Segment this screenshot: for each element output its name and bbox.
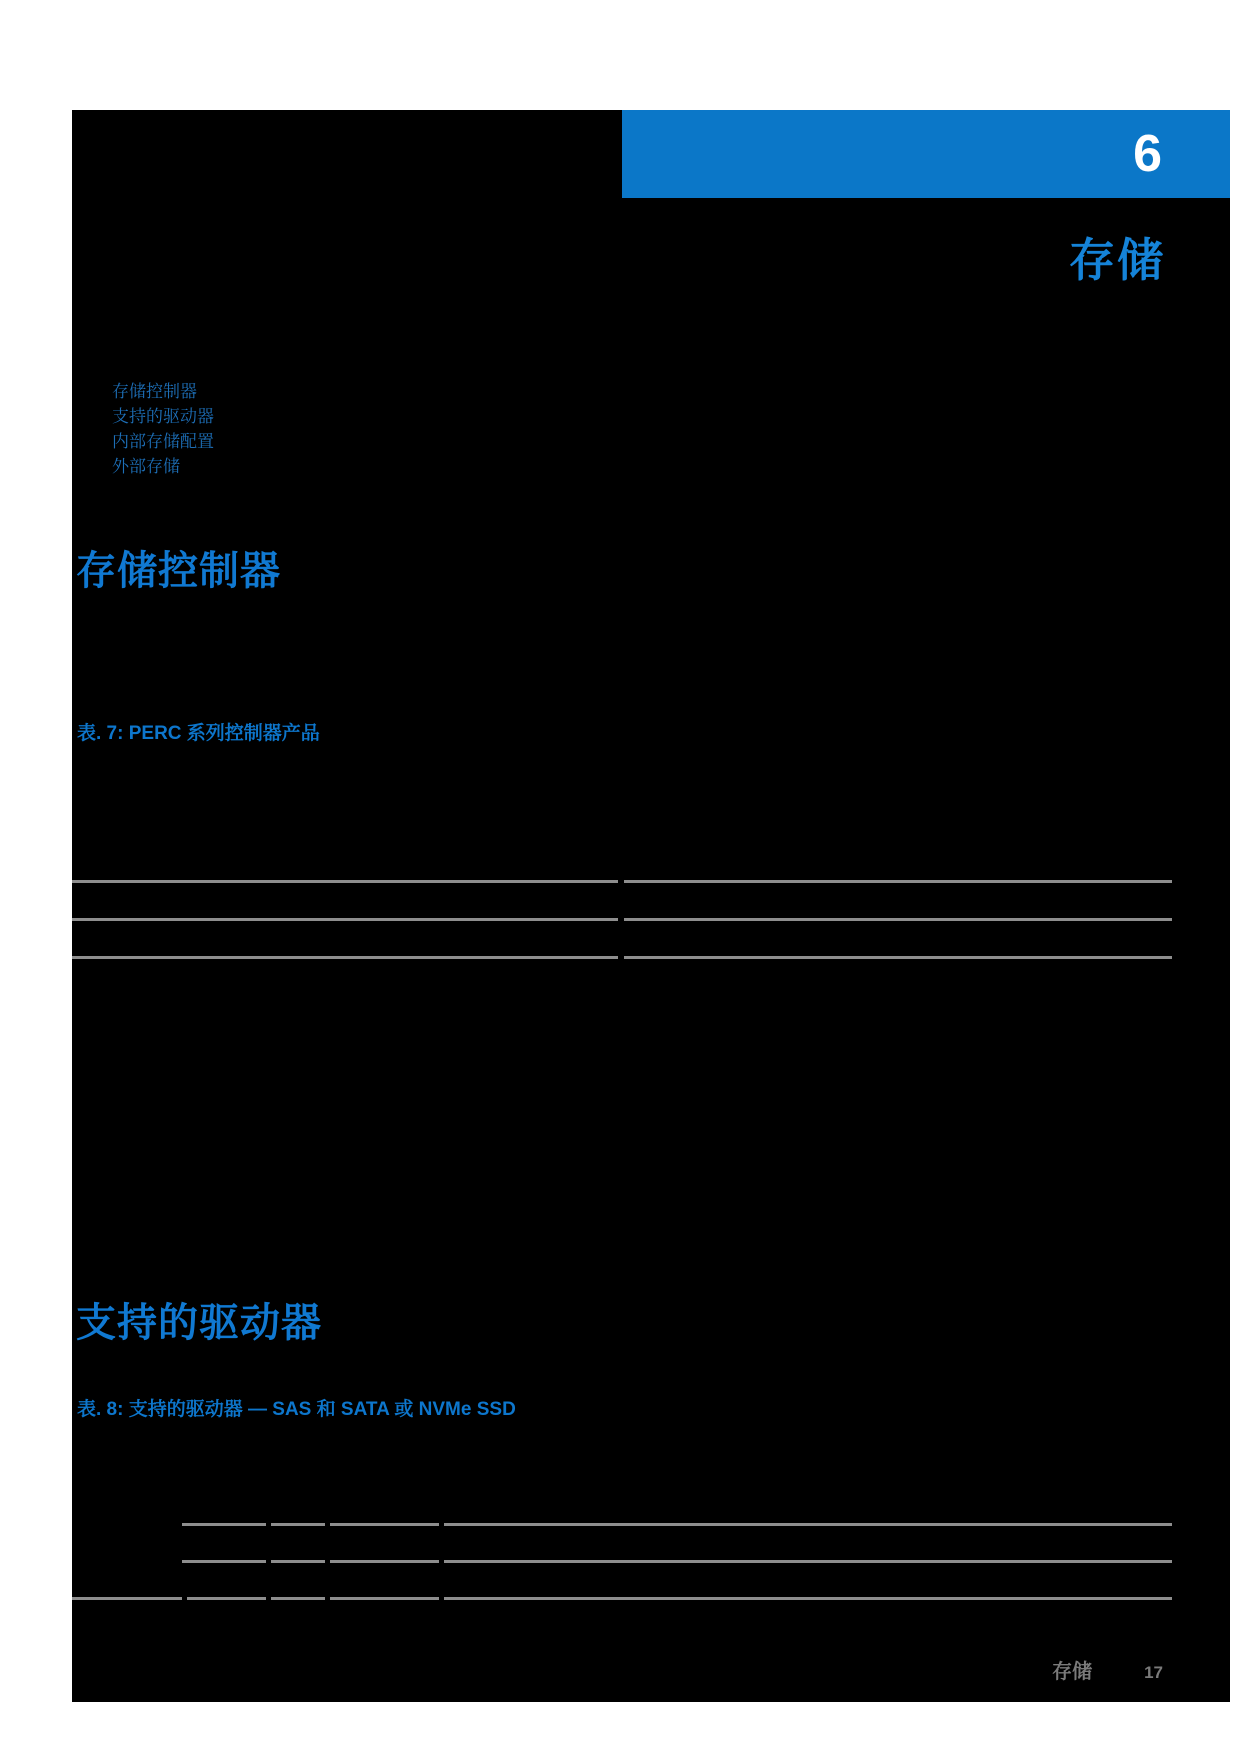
table-7-rule-3 bbox=[72, 956, 1172, 959]
footer-page-number: 17 bbox=[1144, 1663, 1163, 1682]
topics-link-list bbox=[112, 379, 214, 479]
toc-link-external-storage[interactable]: 外部存储 bbox=[112, 457, 180, 476]
footer-chapter-label: 存储 bbox=[1052, 1661, 1093, 1683]
table-8-caption: 表. 8: 支持的驱动器 — SAS 和 SATA 或 NVMe SSD bbox=[77, 1399, 516, 1420]
toc-link-internal-storage-config[interactable]: 内部存储配置 bbox=[112, 432, 214, 451]
page-footer bbox=[1052, 1655, 1163, 1684]
table-8-rule-1 bbox=[182, 1523, 1172, 1526]
chapter-banner bbox=[622, 110, 1230, 198]
chapter-title: 存储 bbox=[1069, 234, 1165, 286]
table-7-caption: 表. 7: PERC 系列控制器产品 bbox=[77, 723, 320, 744]
page-content-area bbox=[72, 110, 1230, 1702]
table-8-rule-3 bbox=[72, 1597, 1172, 1600]
toc-link-storage-controllers[interactable]: 存储控制器 bbox=[112, 382, 197, 401]
section-heading-storage-controllers: 存储控制器 bbox=[76, 548, 281, 593]
toc-link-supported-drives[interactable]: 支持的驱动器 bbox=[112, 407, 214, 426]
chapter-number: 6 bbox=[1133, 125, 1162, 183]
table-8-rule-2 bbox=[182, 1560, 1172, 1563]
section-heading-supported-drives: 支持的驱动器 bbox=[76, 1300, 322, 1345]
table-7-rule-2 bbox=[72, 918, 1172, 921]
table-7-rule-1 bbox=[72, 880, 1172, 883]
